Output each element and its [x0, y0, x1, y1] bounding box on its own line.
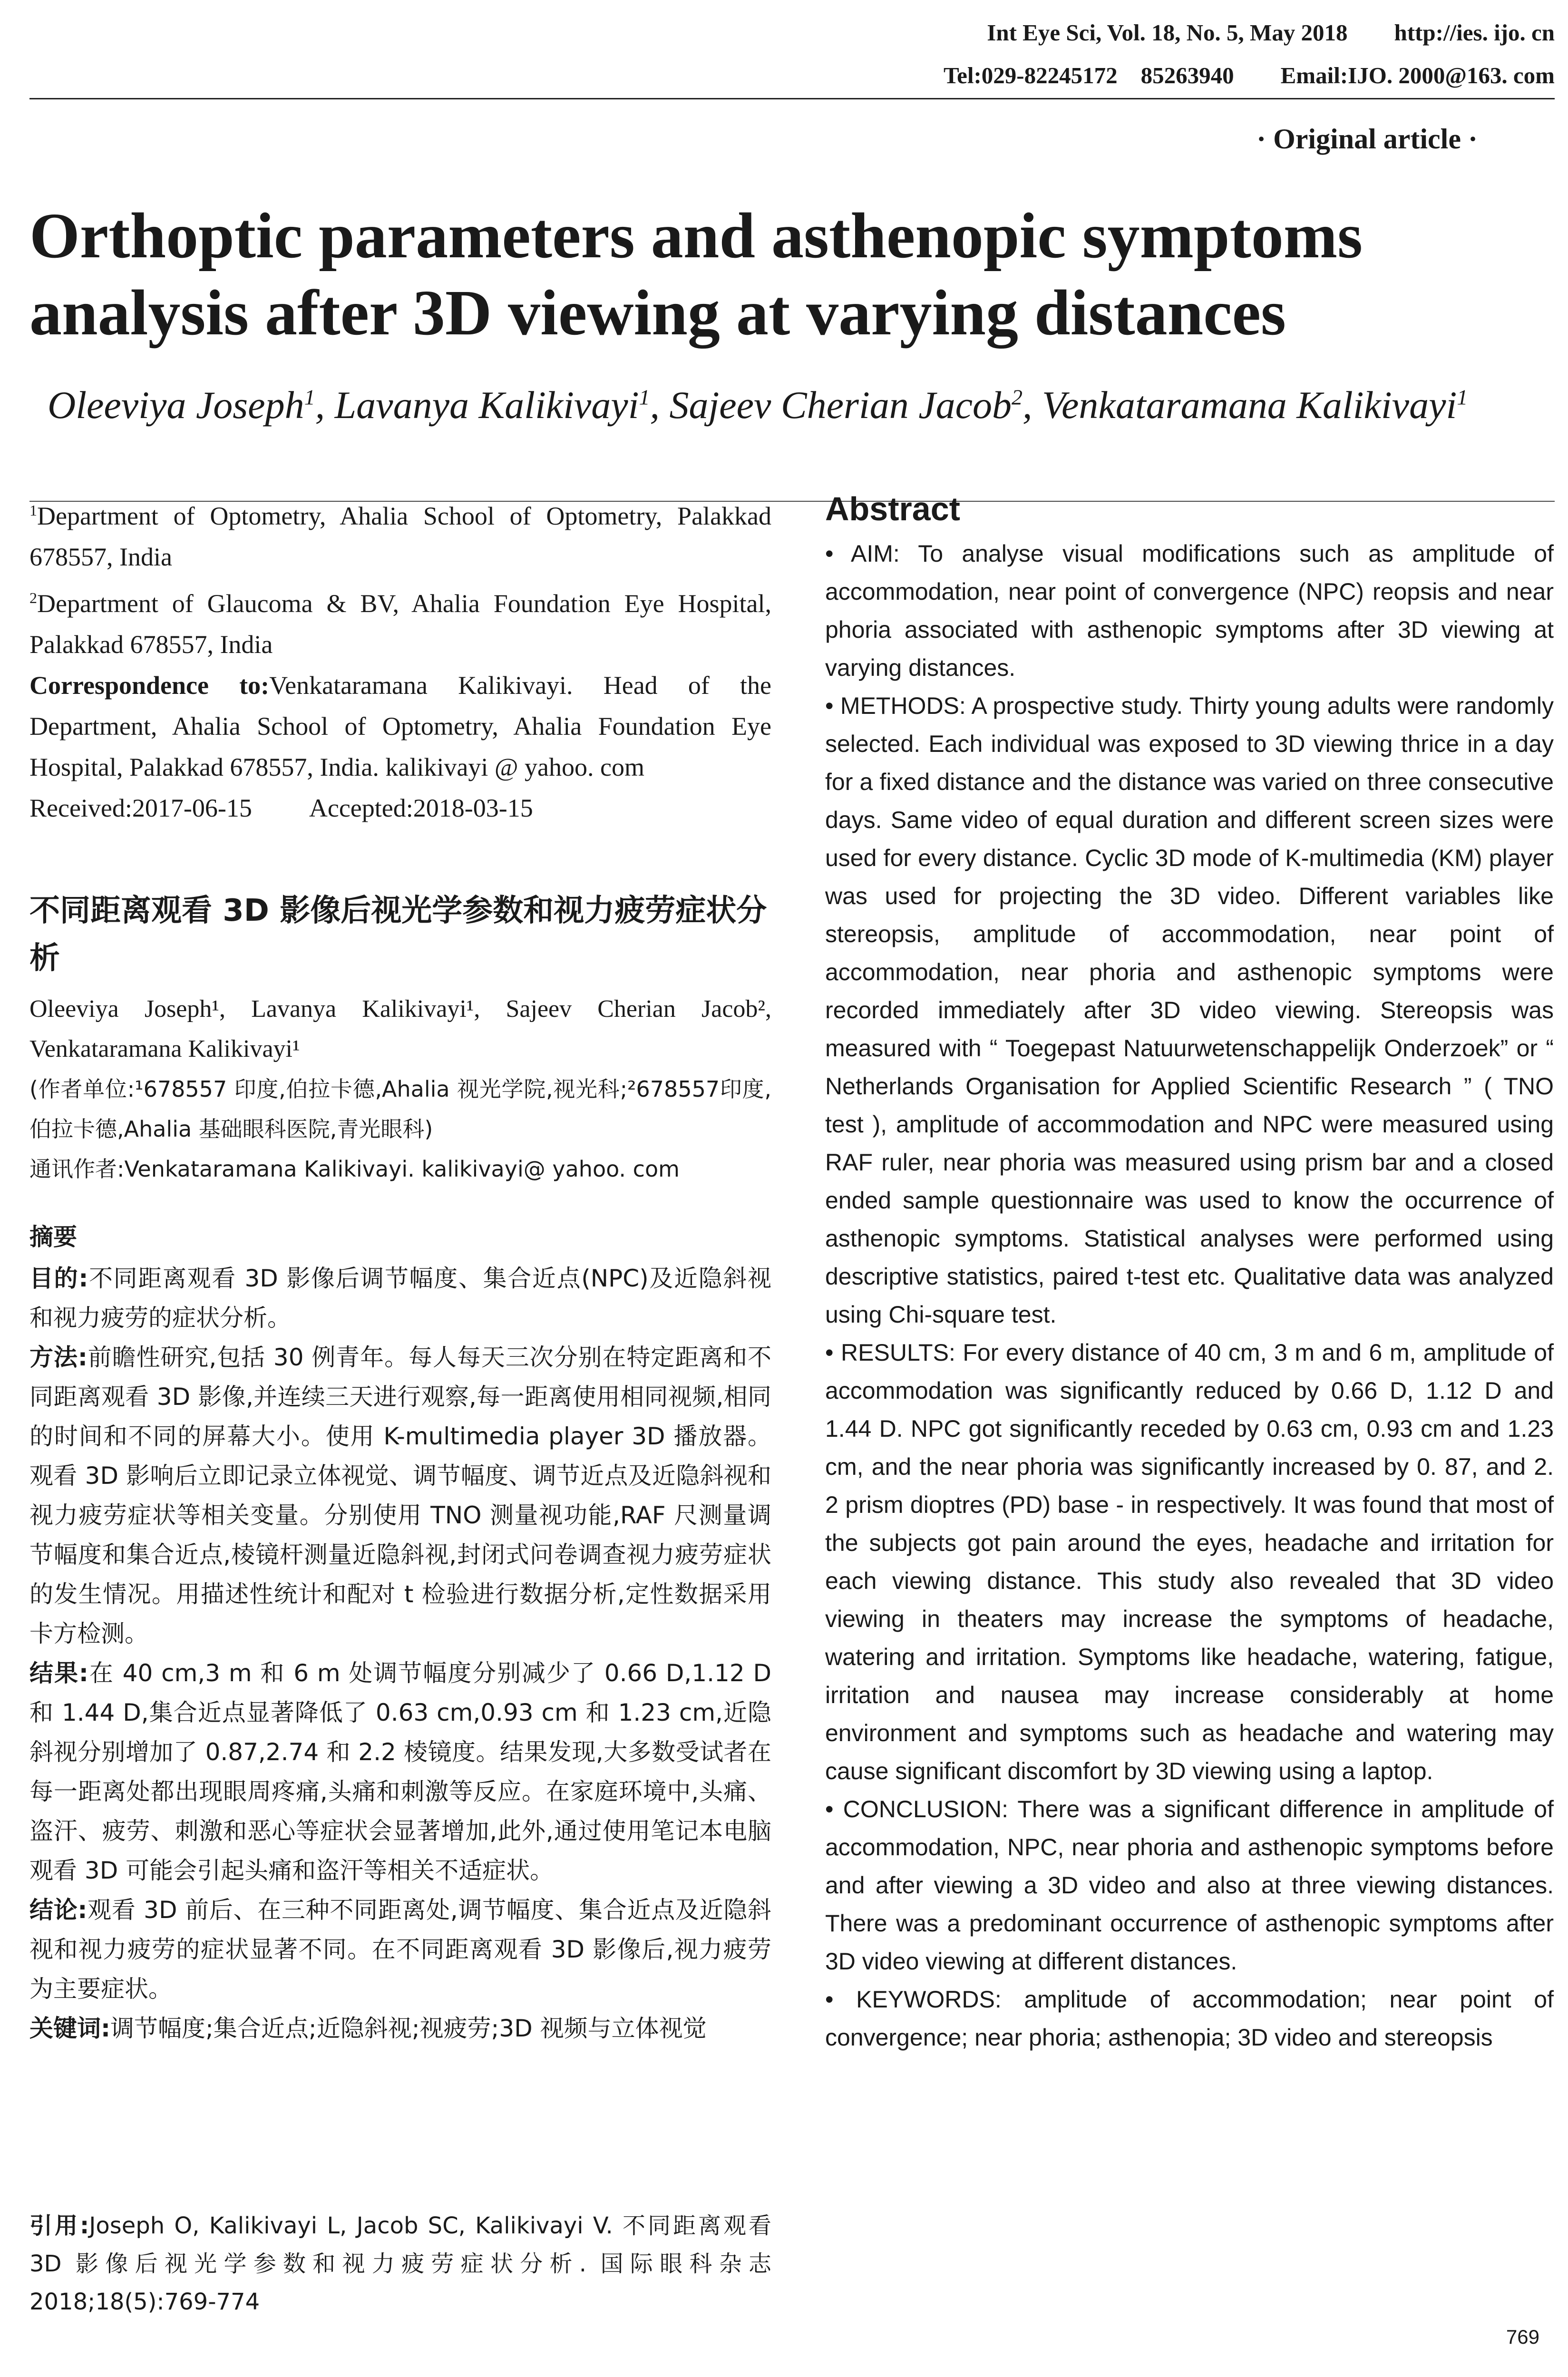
abstract-keywords: • KEYWORDS: amplitude of accommodation; near point of convergence; near phoria; asthenopia; 3D video and stereopsis	[825, 1986, 1554, 2051]
journal-header-line2: Tel:029-82245172 85263940 Email:IJO. 2000@163. com	[943, 62, 1555, 88]
author-affil-sup: 1	[1457, 385, 1468, 409]
english-abstract	[825, 535, 1554, 2056]
article-title: Orthoptic parameters and asthenopic symptoms analysis after 3D viewing at varying distances	[29, 200, 1363, 349]
abstract-heading: Abstract	[825, 490, 960, 527]
author-affil-sup: 2	[1012, 385, 1023, 409]
article-type: · Original article ·	[1256, 123, 1478, 155]
chinese-citation: 引用:Joseph O, Kalikivayi L, Jacob SC, Kalikivayi V. 不同距离观看 3D 影像后视光学参数和视力疲劳症状分析. 国际眼科杂志 2018;18(5):769-774	[29, 2212, 771, 2315]
affiliation-2: $^2$Department of Glaucoma & BV, Ahalia Foundation Eye Hospital, Palakkad 678557, India	[29, 589, 771, 659]
chinese-aim: 目的:不同距离观看 3D 影像后调节幅度、集合近点(NPC)及近隐斜视和视力疲劳的症状分析。	[29, 1265, 771, 1332]
chinese-abstract	[29, 1218, 771, 2048]
chinese-results: 结果:在 40 cm,3 m 和 6 m 处调节幅度分别减少了 0.66 D,1.12 D 和 1.44 D,集合近点显著降低了 0.63 cm,0.93 cm 和 1.23 cm,近隐斜视分别增加了 0.87,2.74 和 2.2 棱镜度。结果发现,大多数受试者在每一距离处都出现眼周疼痛,头痛和刺激等反应。在家庭环境中,头痛、盗汗、疲劳、刺激和恶心等症状会显著增加,此外,通过使用笔记本电脑观看 3D 可能会引起头痛和盗汗等相关不适症状。	[29, 1659, 771, 1884]
accepted-date: Accepted:2018-03-15	[309, 794, 533, 822]
correspondence: Correspondence to:Venkataramana Kalikivayi. Head of the Department, Ahalia School of Optometry, Ahalia Foundation Eye Hospital, Palakkad 678557, India. kalikivayi @ yahoo. com	[29, 671, 771, 781]
chinese-keywords: 关键词:调节幅度;集合近点;近隐斜视;视疲劳;3D 视频与立体视觉	[29, 2015, 707, 2042]
author-line: Oleeviya Joseph$^1$, Lavanya Kalikivayi$^1$, Sajeev Cherian Jacob$^2$, Venkataramana Kalikivayi$^1$	[48, 383, 1468, 427]
received-date: Received:2017-06-15	[29, 794, 252, 822]
abstract-methods: • METHODS: A prospective study. Thirty young adults were randomly selected. Each individual was exposed to 3D viewing thrice in a day for a fixed distance and the distance was varied on three consecutive days. Same video of equal duration and different screen sizes were used for every distance. Cyclic 3D mode of K-multimedia (KM) player was used for projecting the 3D video. Different variables like stereopsis, amplitude of accommodation, near point of accommodation, near phoria and asthenopic symptoms were recorded immediately after 3D video viewing. Stereopsis was measured with “ Toegepast Natuurwetenschappelijk Onderzoek” or “ Netherlands Organisation for Applied Scientific Research ” ( TNO test ), amplitude of accommodation and NPC were measured using RAF ruler, near phoria was measured using prism bar and a closed ended sample questionnaire was used to know the occurrence of asthenopic symptoms. Statistical analyses were performed using descriptive statistics, paired t-test etc. Qualitative data was analyzed using Chi-square test.	[825, 692, 1554, 1328]
chinese-authors: Oleeviya Joseph¹, Lavanya Kalikivayi¹, Sajeev Cherian Jacob², Venkataramana Kalikivayi¹	[29, 995, 771, 1062]
abstract-aim: • AIM: To analyse visual modifications such as amplitude of accommodation, near point of convergence (NPC) reopsis and near phoria associated with asthenopic symptoms after 3D viewing at varying distances.	[825, 540, 1554, 681]
chinese-units: (作者单位:¹678557 印度,伯拉卡德,Ahalia 视光学院,视光科;²678557印度,伯拉卡德,Ahalia 基础眼科医院,青光眼科)	[29, 1076, 771, 1142]
author-name: Venkataramana Kalikivayi	[1042, 383, 1457, 427]
author-name: Oleeviya Joseph	[48, 383, 304, 427]
page-number: 769	[1506, 2326, 1539, 2348]
author-name: Lavanya Kalikivayi	[334, 383, 639, 427]
affiliations-block	[29, 490, 771, 828]
chinese-methods: 方法:前瞻性研究,包括 30 例青年。每人每天三次分别在特定距离和不同距离观看 3D 影像,并连续三天进行观察,每一距离使用相同视频,相同的时间和不同的屏幕大小。使用 K-multimedia player 3D 播放器。观看 3D 影响后立即记录立体视觉、调节幅度、调节近点及近隐斜视和视力疲劳症状等相关变量。分别使用 TNO 测量视功能,RAF 尺测量调节幅度和集合近点,棱镜杆测量近隐斜视,封闭式问卷调查视力疲劳症状的发生情况。用描述性统计和配对 t 检验进行数据分析,定性数据采用卡方检测。	[29, 1344, 771, 1647]
journal-header-line1: Int Eye Sci, Vol. 18, No. 5, May 2018 http://ies. ijo. cn	[987, 19, 1555, 46]
abstract-conclusion: • CONCLUSION: There was a significant difference in amplitude of accommodation, NPC, near phoria and asthenopic symptoms before and after viewing a 3D video and also at three viewing distances. There was a predominant occurrence of asthenopic symptoms after 3D video viewing at different distances.	[825, 1796, 1554, 1975]
chinese-conclusion: 结论:观看 3D 前后、在三种不同距离处,调节幅度、集合近点及近隐斜视和视力疲劳的症状显著不同。在不同距离观看 3D 影像后,视力疲劳为主要症状。	[29, 1896, 771, 2003]
chinese-title: 不同距离观看 3D 影像后视光学参数和视力疲劳症状分析	[29, 893, 767, 976]
header-rule	[29, 98, 1555, 99]
abstract-results: • RESULTS: For every distance of 40 cm, 3 m and 6 m, amplitude of accommodation was significantly reduced by 0.66 D, 1.12 D and 1.44 D. NPC got significantly receded by 0.63 cm, 0.93 cm and 1.23 cm, and the near phoria was significantly increased by 0. 87, and 2. 2 prism dioptres (PD) base - in respectively. It was found that most of the subjects got pain around the eyes, headache and irritation for each viewing distance. This study also revealed that 3D video viewing in theaters may increase the symptoms of headache, watering and irritation. Symptoms like headache, watering, fatigue, irritation and nausea may increase considerably at home environment and symptoms such as headache and watering may cause significant discomfort by 3D viewing using a laptop.	[825, 1339, 1554, 1784]
affiliation-1: $^1$Department of Optometry, Ahalia School of Optometry, Palakkad 678557, India	[29, 502, 771, 571]
chinese-abstract-heading: 摘要	[29, 1223, 77, 1251]
chinese-correspondence: 通讯作者:Venkataramana Kalikivayi. kalikivayi@ yahoo. com	[29, 1156, 680, 1182]
dates-line	[29, 788, 771, 828]
author-affil-sup: 1	[304, 385, 315, 409]
author-affil-sup: 1	[639, 385, 650, 409]
chinese-author-block	[29, 989, 771, 1189]
author-name: Sajeev Cherian Jacob	[669, 383, 1012, 427]
